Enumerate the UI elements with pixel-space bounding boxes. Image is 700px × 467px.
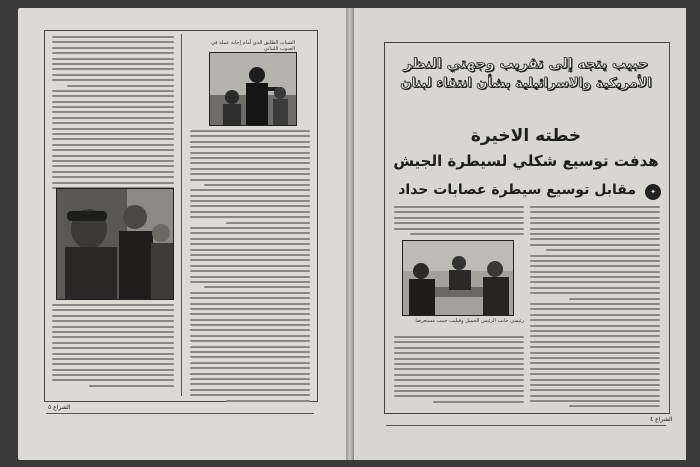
- kicker-line-1: حبيب يتجه إلى تقريب وجهتي النظر: [403, 56, 649, 72]
- magazine-spine: [346, 8, 354, 460]
- left-col-right-text: [190, 130, 310, 392]
- caption-right-photo: رئيسي جانب الرئيس الجميل وفيليب حبيب مستعرضا: [415, 318, 524, 324]
- photo-left-soldiers: [56, 188, 174, 300]
- right-footer-rule: [386, 425, 666, 426]
- right-col-left-text-top: [394, 206, 524, 238]
- photo-left-soldiers-image: [57, 189, 173, 299]
- magazine-emblem-icon: ✦: [645, 184, 661, 200]
- left-col-left-text-top: [52, 36, 174, 186]
- headline-line-2: هدفت توسيع شكلي لسيطرة الجيش: [393, 152, 659, 170]
- headline-line-3: مقابل توسيع سيطرة عصابات حداد: [398, 182, 636, 198]
- left-col-left-text-bottom: [52, 304, 174, 394]
- right-col-right-text: [530, 206, 660, 406]
- left-footer-rule: [46, 413, 314, 414]
- caption-left-top: الشباب الطليق الذي أمام إجابة عمله في الجنوب اللبناني: [211, 40, 295, 52]
- photo-right-meeting: [402, 240, 514, 316]
- right-page-footer: الشراع ٤: [650, 416, 673, 423]
- left-page-footer: الشراع ٥: [48, 404, 71, 411]
- photo-right-meeting-image: [403, 241, 513, 315]
- left-column-divider: [181, 34, 182, 396]
- photo-left-top-image: [210, 53, 296, 125]
- photo-left-top: [209, 52, 297, 126]
- right-col-left-text-bottom: [394, 336, 524, 406]
- headline-line-1: خطته الاخيرة: [470, 126, 582, 146]
- kicker-line-2: الأمريكية والاسرائيلية بشأن انتقاء لبنان: [400, 76, 652, 91]
